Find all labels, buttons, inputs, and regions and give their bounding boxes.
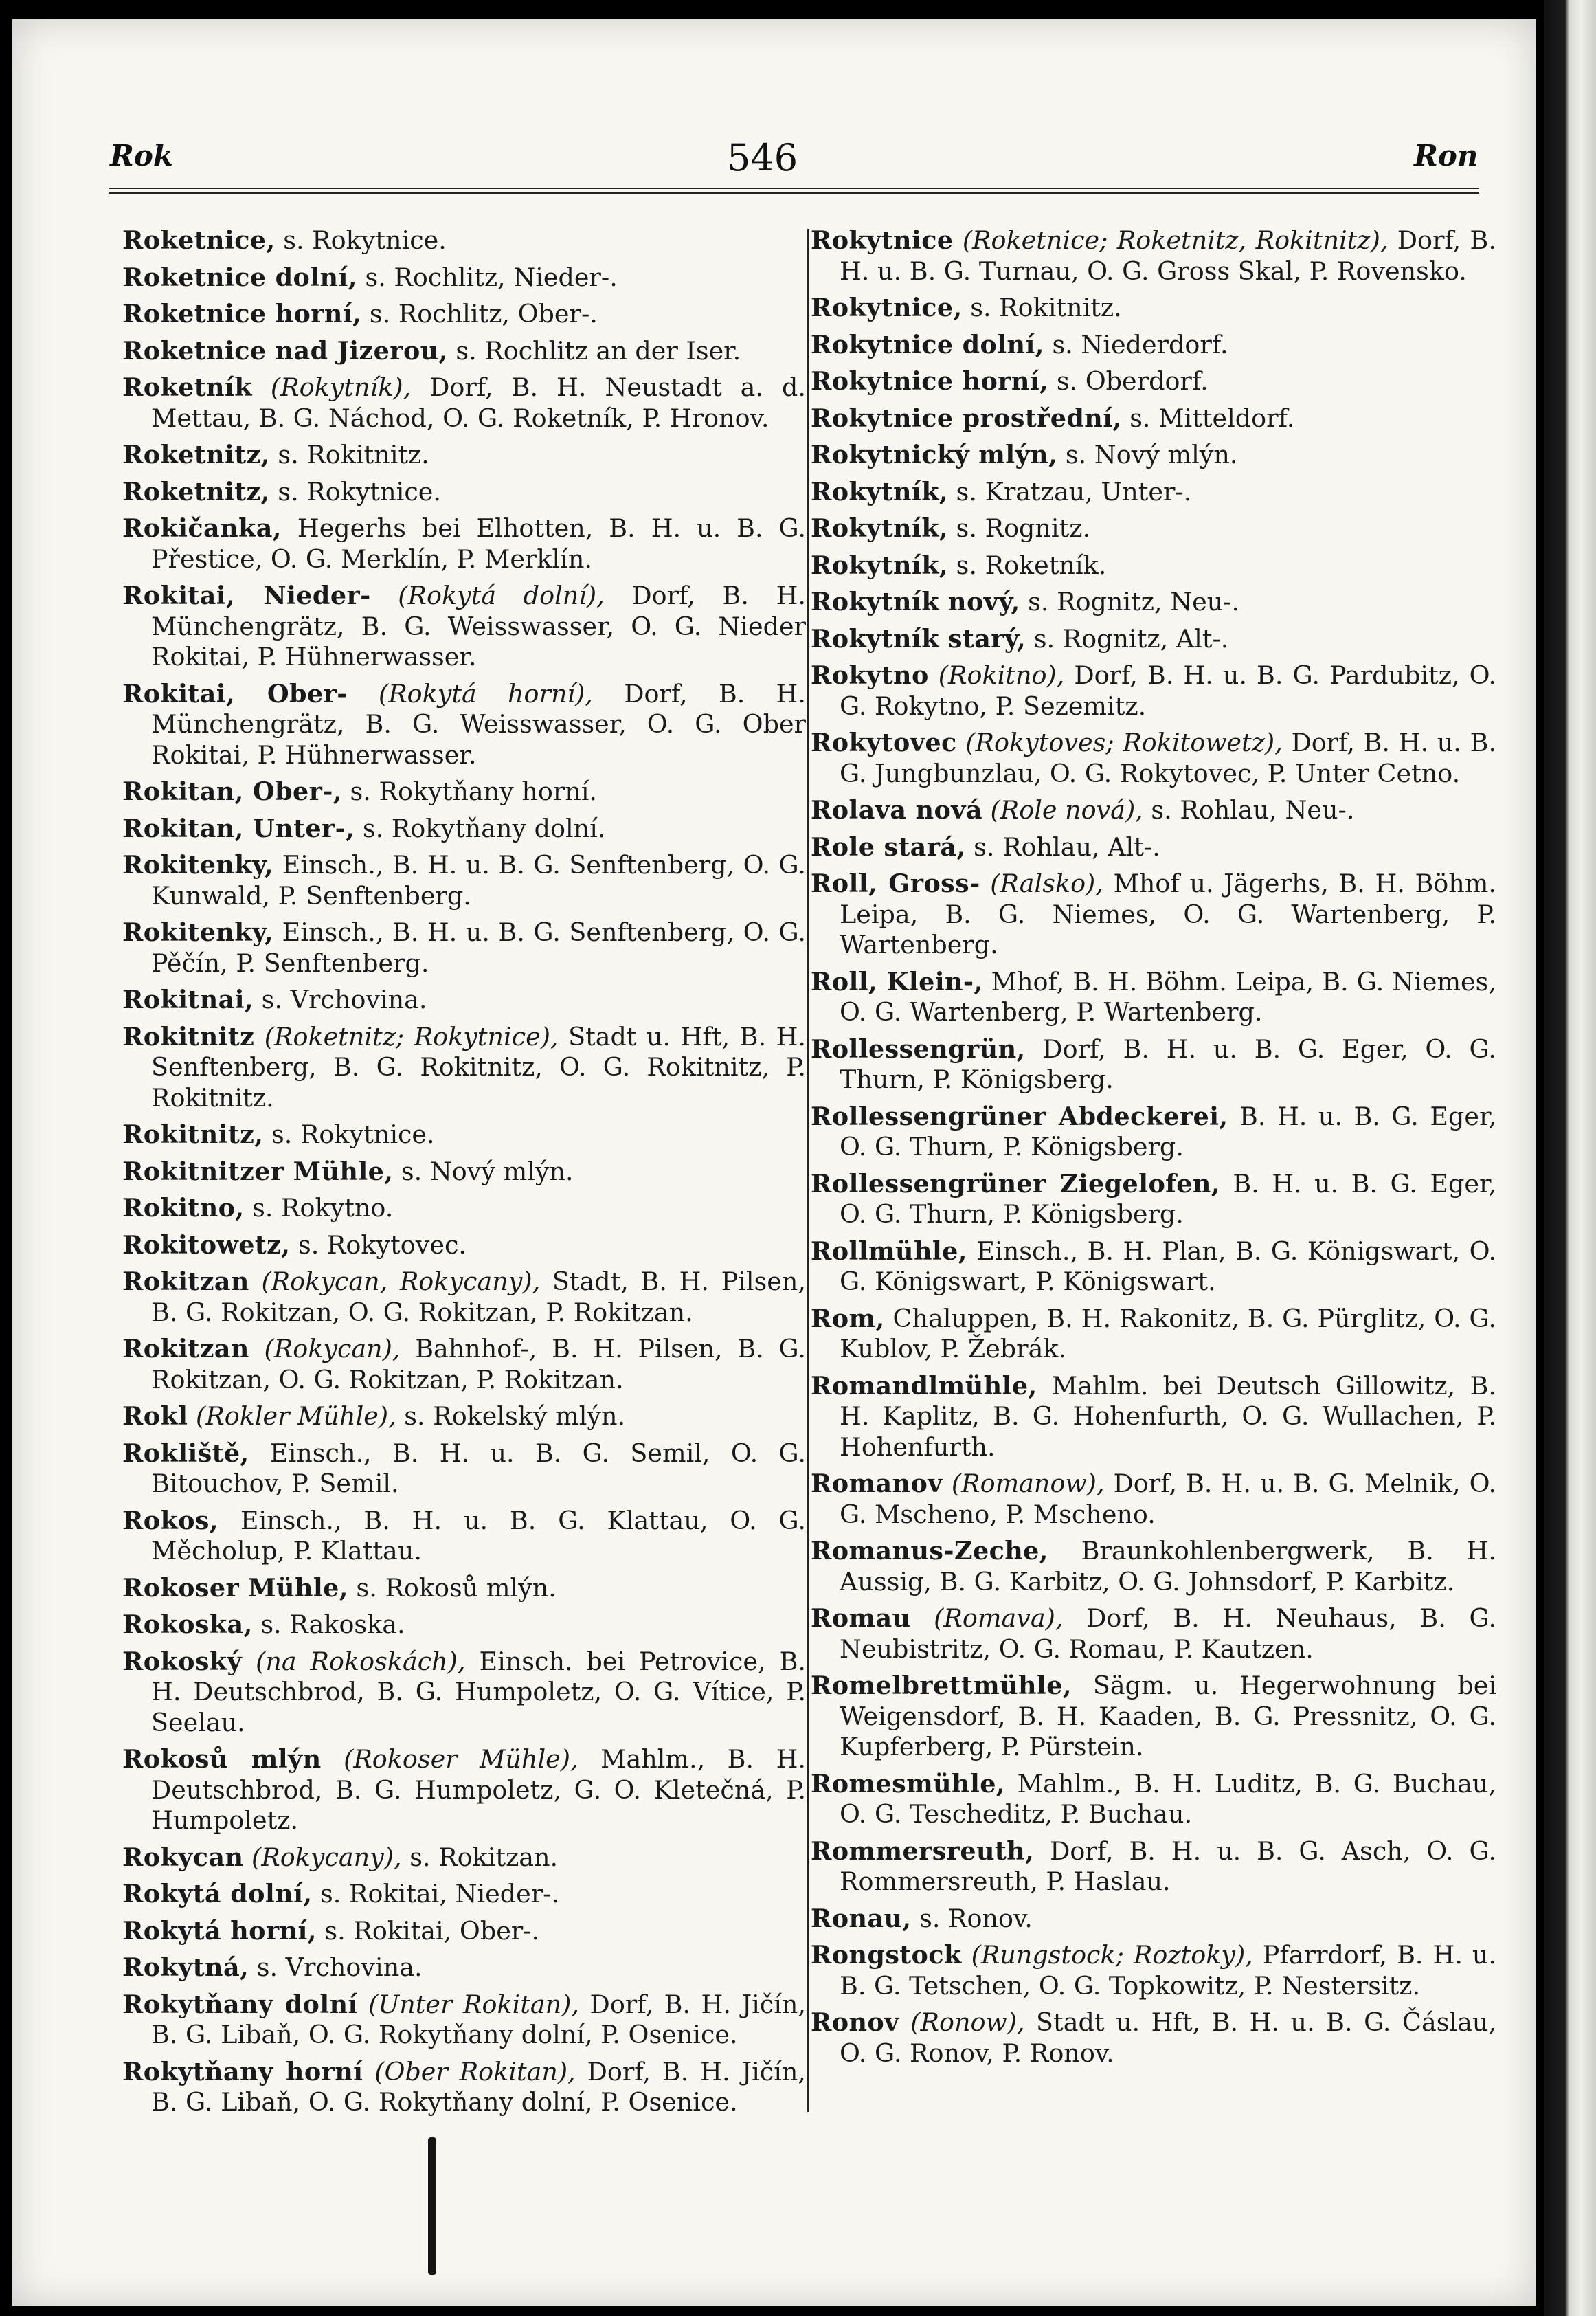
entry-variant-names: (Roketnitz; Rokytnice),: [254, 1021, 559, 1051]
entry-description: Dorf, B. H. Münchengrätz, B. G. Weisswasser, O. G. Nieder Rokitai, P. Hühnerwasser.: [151, 581, 806, 671]
entry-description: Dorf, B. H. Neuhaus, B. G. Neubistritz, O. G. Romau, P. Kautzen.: [840, 1603, 1496, 1664]
adjacent-page-edge: [1544, 0, 1596, 2316]
gazetteer-entry: [122, 1193, 806, 1224]
entry-variant-names: (Role nová),: [982, 795, 1143, 825]
entry-headword: Roll, Gross-: [811, 869, 980, 898]
entry-description: Mahlm. bei Deutsch Gillowitz, B. H. Kaplitz, B. G. Hohenfurth, O. G. Wullachen, P. Hohenfurth.: [840, 1370, 1496, 1462]
entry-headword: Rokytník nový,: [811, 587, 1020, 616]
entry-description: s. Rokitzan.: [401, 1842, 559, 1872]
gazetteer-entry: [811, 795, 1496, 826]
entry-description: Stadt, B. H. Pilsen, B. G. Rokitzan, O. G. Rokitzan, P. Rokitzan.: [151, 1267, 807, 1327]
gazetteer-entry: [811, 1469, 1496, 1530]
gazetteer-entry: [122, 581, 806, 673]
entry-headword: Rokytá horní,: [122, 1915, 317, 1946]
entry-description: Dorf, B. H. u. B. G. Pardubitz, O. G. Rokytno, P. Sezemitz.: [840, 660, 1496, 721]
entry-variant-names: (Ralsko),: [980, 869, 1103, 898]
header-rule: [109, 188, 1479, 194]
entry-description: s. Kratzau, Unter-.: [948, 476, 1192, 506]
entry-description: s. Roketník.: [948, 550, 1107, 580]
entry-description: s. Rognitz.: [948, 513, 1091, 543]
entry-headword: Rokitai, Nieder-: [122, 581, 371, 610]
entry-description: B. H. u. B. G. Eger, O. G. Thurn, P. Königsberg.: [840, 1168, 1496, 1229]
gazetteer-entry: [811, 1102, 1496, 1163]
entry-headword: Rokytnice dolní,: [811, 329, 1044, 359]
entry-headword: Rokitnai,: [122, 985, 254, 1014]
gazetteer-entry: [122, 1506, 806, 1567]
gazetteer-entry: [122, 1842, 806, 1873]
entry-headword: Rokitenky,: [122, 850, 274, 880]
entry-headword: Role stará,: [811, 832, 966, 862]
entry-description: s. Rohlau, Neu-.: [1143, 795, 1355, 825]
entry-headword: Rollessengrüner Ziegelofen,: [811, 1168, 1220, 1199]
entry-headword: Romanov: [811, 1469, 943, 1498]
gazetteer-entry: [811, 366, 1496, 397]
gazetteer-entry: [122, 336, 806, 367]
entry-variant-names: (Rokytá horní),: [347, 678, 593, 709]
entry-variant-names: (Romanow),: [942, 1469, 1105, 1498]
entry-description: Einsch., B. H. Plan, B. G. Königswart, O. G. Königswart, P. Königswart.: [840, 1236, 1496, 1296]
entry-description: Dorf, B. H. u. B. G. Eger, O. G. Thurn, P. Königsberg.: [840, 1034, 1496, 1094]
entry-headword: Rokytňany dolní: [122, 1989, 358, 2019]
entry-headword: Roketnitz,: [122, 476, 270, 506]
gazetteer-entry: [122, 777, 806, 808]
entry-description: s. Rokytňany horní.: [341, 777, 598, 806]
entry-headword: Ronov: [811, 2007, 899, 2037]
entry-description: Einsch., B. H. u. B. G. Senftenberg, O. G. Pěčín, P. Senftenberg.: [151, 917, 806, 978]
gazetteer-entry: [811, 225, 1496, 287]
gazetteer-entry: [122, 1916, 806, 1947]
page-header: [12, 136, 1536, 191]
gazetteer-entry: [122, 1952, 806, 1983]
gazetteer-entry: [122, 513, 806, 575]
gazetteer-entry: [811, 1904, 1496, 1935]
entry-description: Sägm. u. Hegerwohnung bei Weigensdorf, B. H. Kaaden, B. G. Pressnitz, O. G. Kupferberg, P. Pürstein.: [840, 1671, 1496, 1761]
right-column: [811, 225, 1496, 2075]
entry-headword: Rokytnice: [811, 225, 954, 255]
column-divider: [807, 229, 809, 2112]
entry-headword: Roketnitz,: [122, 440, 270, 469]
gazetteer-entry: [811, 1769, 1496, 1830]
entry-headword: Rollessengrün,: [811, 1034, 1026, 1064]
entry-headword: Rokytá dolní,: [122, 1879, 313, 1908]
entry-headword: Rokytnice horní,: [811, 366, 1049, 396]
gazetteer-entry: [122, 1647, 806, 1739]
entry-description: Mhof, B. H. Böhm. Leipa, B. G. Niemes, O. G. Wartenberg, P. Wartenberg.: [840, 966, 1496, 1027]
gazetteer-entry: [122, 1022, 806, 1114]
gazetteer-entry: [811, 550, 1496, 581]
gazetteer-entry: [122, 1120, 806, 1150]
entry-description: s. Vrchovina.: [254, 985, 427, 1014]
gazetteer-entry: [122, 917, 806, 979]
entry-variant-names: (Rokytoves; Rokitowetz),: [956, 728, 1283, 757]
entry-headword: Romau: [811, 1603, 911, 1633]
gazetteer-entry: [811, 1940, 1496, 2001]
entry-headword: Rokl: [122, 1401, 188, 1431]
gazetteer-entry: [122, 2057, 806, 2118]
header-right-catchword: Ron: [1414, 139, 1479, 172]
entry-description: s. Niederdorf.: [1044, 329, 1228, 359]
gazetteer-entry: [122, 1744, 806, 1836]
gazetteer-entry: [811, 1169, 1496, 1230]
gazetteer-entry: [122, 1610, 806, 1640]
gazetteer-entry: [122, 1438, 806, 1500]
entry-description: s. Rochlitz, Nieder-.: [357, 262, 618, 292]
entry-headword: Rokoser Mühle,: [122, 1572, 348, 1603]
entry-headword: Rollessengrüner Abdeckerei,: [811, 1101, 1228, 1131]
entry-description: Stadt u. Hft, B. H. u. B. G. Čáslau, O. G. Ronov, P. Ronov.: [840, 2007, 1496, 2068]
gazetteer-entry: [811, 1371, 1496, 1463]
gazetteer-entry: [811, 967, 1496, 1028]
gazetteer-entry: [811, 403, 1496, 434]
entry-variant-names: (Rokycany),: [243, 1842, 402, 1872]
gazetteer-entry: [122, 1990, 806, 2051]
entry-headword: Rokytník starý,: [811, 623, 1026, 654]
entry-description: s. Rognitz, Alt-.: [1026, 623, 1229, 654]
entry-description: Dorf, B. H. u. B. G. Melnik, O. G. Mscheno, P. Mscheno.: [840, 1469, 1496, 1529]
gazetteer-entry: [811, 624, 1496, 655]
entry-headword: Rommersreuth,: [811, 1836, 1035, 1866]
gazetteer-entry: [811, 1034, 1496, 1095]
gazetteer-entry: [811, 1671, 1496, 1763]
entry-headword: Rokos,: [122, 1505, 218, 1535]
gazetteer-entry: [811, 330, 1496, 361]
gazetteer-entry: [122, 372, 806, 434]
entry-headword: Roketnice dolní,: [122, 262, 357, 292]
gazetteer-entry: [122, 299, 806, 330]
gazetteer-entry: [122, 225, 806, 256]
left-column: [122, 225, 806, 2124]
entry-headword: Romanus-Zeche,: [811, 1536, 1048, 1566]
entry-headword: Rolava nová: [811, 795, 982, 825]
gazetteer-page: [12, 19, 1536, 2306]
gazetteer-entry: [122, 1334, 806, 1395]
entry-headword: Rokitnitz: [122, 1021, 255, 1051]
entry-headword: Rokitzan: [122, 1267, 249, 1296]
entry-description: s. Rokitai, Ober-.: [316, 1915, 540, 1946]
entry-description: Dorf, B. H. Münchengrätz, B. G. Weisswasser, O. G. Ober Rokitai, P. Hühnerwasser.: [151, 678, 806, 770]
gazetteer-entry: [122, 850, 806, 911]
entry-headword: Rokliště,: [122, 1438, 249, 1468]
entry-description: s. Rochlitz, Ober-.: [361, 299, 598, 329]
entry-variant-names: (Ober Rokitan),: [363, 2056, 576, 2086]
entry-headword: Rokytník,: [811, 550, 949, 580]
entry-description: s. Rokitai, Nieder-.: [312, 1879, 560, 1908]
entry-headword: Rokytná,: [122, 1952, 249, 1982]
entry-description: Einsch., B. H. u. B. G. Semil, O. G. Bitouchov, P. Semil.: [151, 1438, 806, 1498]
entry-description: s. Oberdorf.: [1048, 366, 1209, 396]
entry-headword: Romelbrettmühle,: [811, 1671, 1072, 1700]
entry-headword: Rongstock: [811, 1940, 962, 1970]
gazetteer-entry: [122, 1401, 806, 1432]
entry-headword: Rokitan, Ober-,: [122, 777, 342, 806]
entry-variant-names: (Rokytá dolní),: [370, 581, 605, 610]
gazetteer-entry: [811, 1603, 1496, 1664]
gazetteer-entry: [811, 2007, 1496, 2069]
gazetteer-entry: [122, 679, 806, 771]
entry-description: s. Rokytno.: [244, 1193, 394, 1223]
entry-variant-names: (Rokytník),: [251, 372, 412, 402]
entry-headword: Rokičanka,: [122, 513, 282, 543]
entry-description: Dorf, B. H. u. B. G. Jungbunzlau, O. G. Rokytovec, P. Unter Cetno.: [840, 728, 1496, 788]
entry-description: Bahnhof-, B. H. Pilsen, B. G. Rokitzan, O. G. Rokitzan, P. Rokitzan.: [151, 1334, 806, 1394]
entry-headword: Rokytovec: [811, 728, 957, 757]
entry-headword: Rokitai, Ober-: [122, 678, 348, 709]
entry-headword: Rokoska,: [122, 1610, 253, 1639]
entry-headword: Rokycan: [122, 1842, 244, 1872]
entry-description: s. Rognitz, Neu-.: [1020, 587, 1240, 616]
gazetteer-entry: [811, 660, 1496, 722]
gazetteer-entry: [811, 1236, 1496, 1298]
entry-headword: Rokitan, Unter-,: [122, 813, 355, 843]
entry-description: Einsch., B. H. u. B. G. Klattau, O. G. Měcholup, P. Klattau.: [151, 1505, 806, 1566]
entry-headword: Rom,: [811, 1303, 885, 1333]
gazetteer-entry: [811, 869, 1496, 961]
gazetteer-entry: [122, 985, 806, 1016]
entry-description: Dorf, B. H. Neustadt a. d. Mettau, B. G. Náchod, O. G. Roketník, P. Hronov.: [151, 372, 806, 433]
entry-variant-names: (Roketnice; Roketnitz, Rokitnitz),: [953, 225, 1389, 255]
gazetteer-entry: [811, 1536, 1496, 1597]
entry-description: Braunkohlenbergwerk, B. H. Aussig, B. G. Karbitz, O. G. Johnsdorf, P. Karbitz.: [840, 1536, 1496, 1596]
entry-variant-names: (Rokler Mühle),: [188, 1401, 396, 1431]
entry-description: s. Rakoska.: [252, 1610, 405, 1639]
entry-headword: Roketnice horní,: [122, 299, 362, 329]
entry-headword: Ronau,: [811, 1903, 912, 1933]
entry-description: Mahlm., B. H. Luditz, B. G. Buchau, O. G. Tescheditz, P. Buchau.: [840, 1768, 1496, 1829]
entry-description: Dorf, B. H. u. B. G. Turnau, O. G. Gross Skal, P. Rovensko.: [840, 225, 1496, 286]
gazetteer-entry: [811, 477, 1496, 508]
entry-headword: Roketnice nad Jizerou,: [122, 335, 448, 366]
entry-headword: Roll, Klein-,: [811, 966, 983, 996]
entry-variant-names: (Romava),: [910, 1603, 1064, 1633]
entry-description: Dorf, B. H. Jičín, B. G. Libaň, O. G. Rokytňany dolní, P. Osenice.: [151, 2056, 806, 2117]
entry-headword: Rokitowetz,: [122, 1229, 291, 1260]
entry-headword: Rokytno: [811, 660, 929, 690]
entry-variant-names: (Ronow),: [899, 2007, 1025, 2037]
entry-headword: Rokitno,: [122, 1193, 245, 1223]
entry-headword: Rokitnitzer Mühle,: [122, 1156, 394, 1186]
entry-headword: Roketník: [122, 372, 252, 402]
gazetteer-entry: [811, 1304, 1496, 1365]
gazetteer-entry: [122, 1879, 806, 1910]
gazetteer-entry: [811, 728, 1496, 789]
entry-headword: Rokytnice,: [811, 293, 963, 322]
entry-description: Einsch. bei Petrovice, B. H. Deutschbrod, B. G. Humpoletz, O. G. Vítice, P. Seelau.: [151, 1646, 806, 1737]
entry-headword: Romesmühle,: [811, 1768, 1005, 1799]
entry-variant-names: (na Rokoskách),: [242, 1646, 466, 1676]
ink-mark: [428, 2137, 436, 2275]
entry-description: Pfarrdorf, B. H. u. B. G. Tetschen, O. G. Topkowitz, P. Nestersitz.: [840, 1940, 1497, 2001]
header-left-catchword: Rok: [110, 139, 174, 172]
gazetteer-entry: [811, 513, 1496, 544]
entry-description: s. Rokosů mlýn.: [348, 1572, 557, 1603]
entry-variant-names: (Unter Rokitan),: [357, 1989, 580, 2019]
gazetteer-entry: [122, 477, 806, 508]
entry-description: s. Rokelský mlýn.: [396, 1401, 626, 1431]
entry-variant-names: (Rungstock; Roztoky),: [961, 1940, 1253, 1970]
gazetteer-entry: [122, 814, 806, 845]
gazetteer-entry: [122, 1230, 806, 1261]
entry-headword: Romandlmühle,: [811, 1370, 1037, 1401]
entry-description: s. Mitteldorf.: [1121, 403, 1295, 433]
entry-description: s. Ronov.: [911, 1903, 1033, 1933]
gazetteer-entry: [122, 440, 806, 471]
entry-description: Hegerhs bei Elhotten, B. H. u. B. G. Přestice, O. G. Merklín, P. Merklín.: [151, 513, 806, 574]
entry-variant-names: (Rokitno),: [928, 660, 1065, 690]
gazetteer-entry: [811, 293, 1496, 324]
entry-variant-names: (Rokoser Mühle),: [321, 1744, 578, 1774]
entry-description: s. Rochlitz an der Iser.: [447, 335, 741, 366]
entry-headword: Rokytník,: [811, 476, 949, 506]
gazetteer-entry: [122, 1157, 806, 1188]
entry-headword: Rokytnice prostřední,: [811, 403, 1122, 433]
entry-headword: Rokoský: [122, 1646, 243, 1676]
entry-headword: Rokytník,: [811, 513, 949, 543]
entry-headword: Rollmühle,: [811, 1236, 967, 1266]
entry-description: s. Rokitnitz.: [962, 293, 1122, 322]
gazetteer-entry: [811, 440, 1496, 471]
entry-headword: Roketnice,: [122, 225, 276, 255]
entry-description: Dorf, B. H. Jičín, B. G. Libaň, O. G. Rokytňany dolní, P. Osenice.: [151, 1989, 806, 2049]
gazetteer-entry: [811, 587, 1496, 618]
entry-headword: Rokytnický mlýn,: [811, 440, 1058, 469]
entry-description: Mahlm., B. H. Deutschbrod, B. G. Humpoletz, G. O. Kletečná, P. Humpoletz.: [151, 1744, 807, 1835]
entry-description: s. Nový mlýn.: [1057, 440, 1238, 469]
entry-description: s. Nový mlýn.: [393, 1156, 574, 1186]
entry-description: s. Rokytnice.: [269, 476, 441, 506]
entry-headword: Rokitzan: [122, 1334, 249, 1363]
entry-description: s. Rokytovec.: [290, 1229, 467, 1260]
entry-description: s. Rokytnice.: [275, 225, 447, 255]
entry-description: s. Rokytnice.: [263, 1120, 435, 1149]
entry-description: Chaluppen, B. H. Rakonitz, B. G. Pürglitz, O. G. Kublov, P. Žebrák.: [840, 1303, 1496, 1363]
entry-description: Mhof u. Jägerhs, B. H. Böhm. Leipa, B. G. Niemes, O. G. Wartenberg, P. Wartenberg.: [840, 869, 1496, 959]
entry-description: B. H. u. B. G. Eger, O. G. Thurn, P. Königsberg.: [840, 1101, 1497, 1161]
gazetteer-entry: [122, 1267, 806, 1328]
entry-headword: Rokitnitz,: [122, 1120, 264, 1149]
entry-description: Stadt u. Hft, B. H. Senftenberg, B. G. Rokitnitz, O. G. Rokitnitz, P. Rokitnitz.: [151, 1021, 806, 1113]
entry-description: s. Vrchovina.: [249, 1952, 423, 1982]
entry-description: s. Rohlau, Alt-.: [965, 832, 1160, 862]
entry-description: Einsch., B. H. u. B. G. Senftenberg, O. G. Kunwald, P. Senftenberg.: [151, 850, 806, 911]
entry-variant-names: (Rokycan, Rokycany),: [249, 1267, 541, 1296]
entry-headword: Rokosů mlýn: [122, 1744, 322, 1774]
gazetteer-entry: [122, 263, 806, 293]
entry-headword: Rokytňany horní: [122, 2056, 363, 2086]
entry-description: s. Rokitnitz.: [269, 440, 429, 469]
entry-description: Dorf, B. H. u. B. G. Asch, O. G. Rommersreuth, P. Haslau.: [840, 1836, 1496, 1896]
gazetteer-entry: [811, 832, 1496, 863]
entry-headword: Rokitenky,: [122, 917, 274, 947]
entry-description: s. Rokytňany dolní.: [355, 813, 606, 843]
entry-variant-names: (Rokycan),: [249, 1334, 401, 1363]
page-number: 546: [727, 136, 798, 179]
gazetteer-entry: [811, 1836, 1496, 1897]
gazetteer-entry: [122, 1573, 806, 1604]
